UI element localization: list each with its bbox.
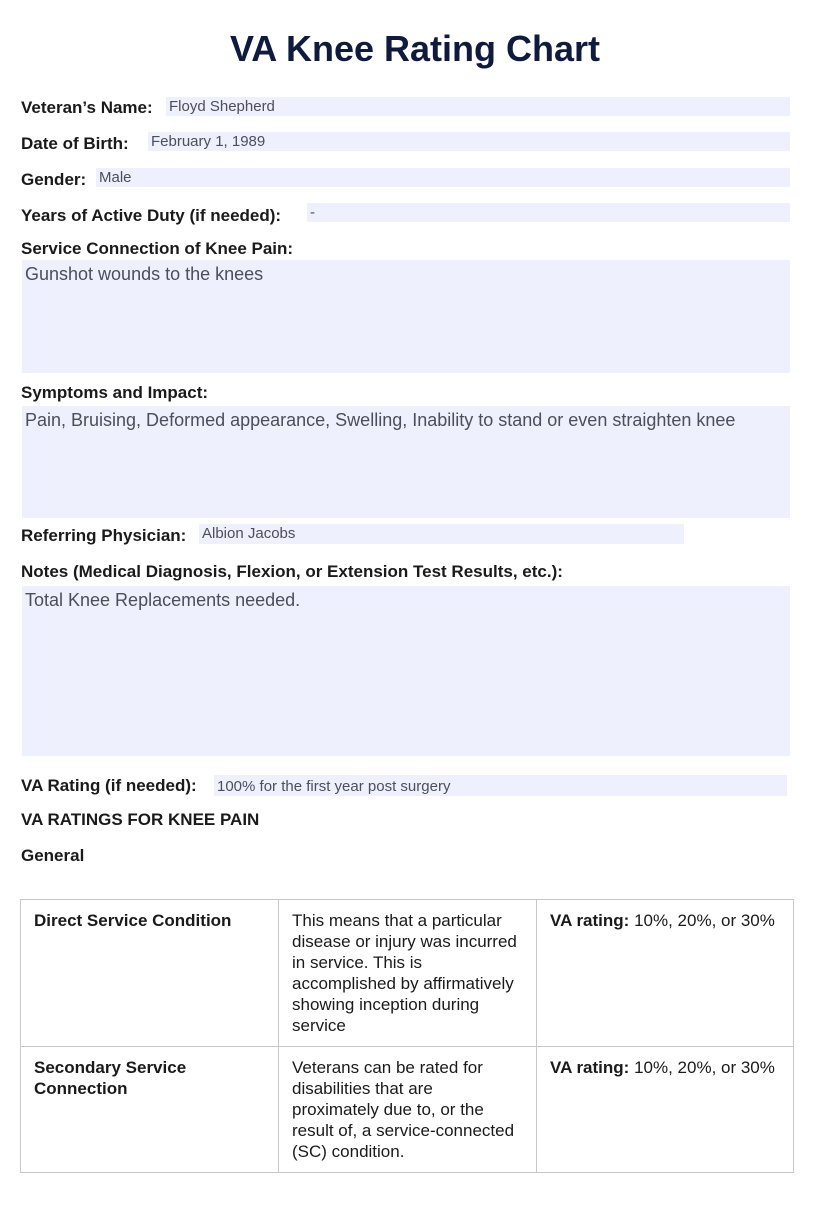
physician-field[interactable]: Albion Jacobs: [199, 524, 684, 544]
active-duty-label: Years of Active Duty (if needed):: [21, 206, 282, 225]
veteran-name-label: Veteran’s Name:: [21, 98, 153, 117]
physician-label: Referring Physician:: [21, 526, 187, 545]
gender-field[interactable]: Male: [96, 168, 790, 187]
rating-label: VA rating:: [550, 1058, 630, 1077]
dob-field[interactable]: February 1, 1989: [148, 132, 790, 151]
table-row: [21, 900, 794, 1047]
rating-label: VA rating:: [550, 911, 630, 930]
notes-field[interactable]: Total Knee Replacements needed.: [22, 586, 790, 756]
section-heading: VA RATINGS FOR KNEE PAIN: [21, 810, 260, 829]
rating-value: 10%, 20%, or 30%: [629, 1058, 775, 1077]
notes-label: Notes (Medical Diagnosis, Flexion, or Extension Test Results, etc.):: [21, 562, 563, 581]
page-title: VA Knee Rating Chart: [229, 28, 601, 69]
description-cell: Veterans can be rated for disabilities that are proximately due to, or the result of, a service-connected (SC) condition.: [279, 1047, 537, 1173]
service-connection-field[interactable]: Gunshot wounds to the knees: [22, 260, 790, 373]
va-rating-field[interactable]: 100% for the first year post surgery: [214, 775, 787, 796]
condition-cell: Secondary Service Connection: [21, 1047, 279, 1173]
dob-label: Date of Birth:: [21, 134, 129, 153]
subheading-general: General: [21, 846, 85, 865]
condition-cell: Direct Service Condition: [21, 900, 279, 1047]
table-row: [21, 1047, 794, 1173]
active-duty-field[interactable]: -: [307, 203, 790, 222]
rating-value: 10%, 20%, or 30%: [629, 911, 775, 930]
va-ratings-table: [20, 899, 794, 1173]
rating-cell: [537, 900, 794, 1047]
service-connection-label: Service Connection of Knee Pain:: [21, 239, 294, 258]
gender-label: Gender:: [21, 170, 87, 189]
va-rating-label: VA Rating (if needed):: [21, 776, 197, 795]
symptoms-field[interactable]: Pain, Bruising, Deformed appearance, Swelling, Inability to stand or even straighten knee: [22, 406, 790, 518]
description-cell: This means that a particular disease or injury was incurred in service. This is accomplished by affirmatively showing inception during service: [279, 900, 537, 1047]
rating-cell: [537, 1047, 794, 1173]
veteran-name-field[interactable]: Floyd Shepherd: [166, 97, 790, 116]
symptoms-label: Symptoms and Impact:: [21, 383, 209, 402]
